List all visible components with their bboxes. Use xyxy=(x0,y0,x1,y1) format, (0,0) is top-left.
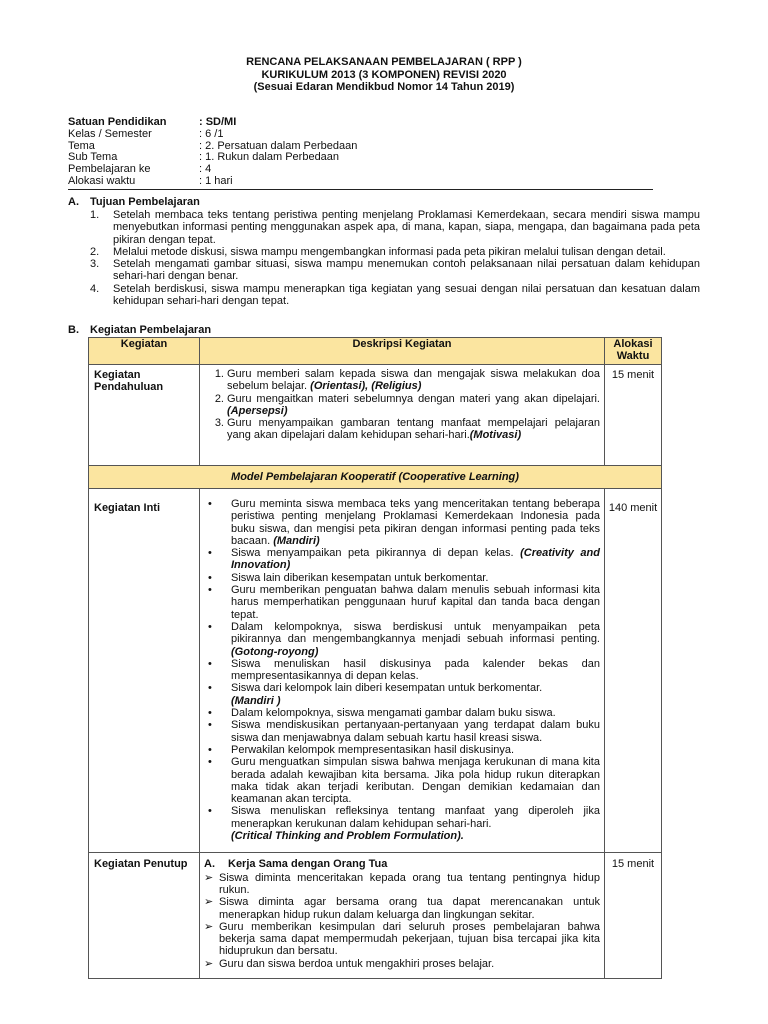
item-text: Siswa menuliskan refleksinya tentang manfaat yang diperoleh jika menerapkan kerukunan dalam kehidupan sehari-hari. xyxy=(231,805,600,830)
table-row-pendahuluan xyxy=(89,365,662,466)
list-item xyxy=(207,719,600,744)
activity-name: Kegiatan Penutup xyxy=(89,853,200,979)
info-key: Satuan Pendidikan xyxy=(68,116,167,128)
identity-block xyxy=(68,116,628,187)
item-number: 2. xyxy=(214,392,224,405)
section-letter: B. xyxy=(68,324,79,336)
bullet-icon: • xyxy=(208,547,212,560)
info-row xyxy=(68,175,628,187)
list-item xyxy=(207,393,600,418)
item-number: 1. xyxy=(214,368,224,380)
item-tag: (Creativity and Innovation) xyxy=(231,547,600,572)
section-a-heading xyxy=(68,196,200,208)
item-text: Melalui metode diskusi, siswa mampu mengembangkan informasi pada peta pikiran melalui tulisan dengan detail. xyxy=(113,245,666,258)
item-number: 2. xyxy=(90,245,100,258)
title-line-2: KURIKULUM 2013 (3 KOMPONEN) REVISI 2020 xyxy=(261,68,507,81)
table-row-penutup xyxy=(89,853,662,979)
item-text: Guru dan siswa berdoa untuk mengakhiri proses belajar. xyxy=(219,957,495,970)
arrow-bullet-icon: ➢ xyxy=(204,896,214,909)
item-text: Guru memberi salam kepada siswa dan mengajak siswa melakukan doa sebelum belajar. xyxy=(227,368,600,393)
model-label: Model Pembelajaran Kooperatif (Cooperative Learning) xyxy=(89,466,662,489)
item-text: Dalam kelompoknya, siswa mengamati gambar dalam buku siswa. xyxy=(231,707,556,720)
item-tag: (Mandiri) xyxy=(273,534,320,547)
info-value: : 1 hari xyxy=(199,174,233,187)
info-value: : 4 xyxy=(199,163,212,176)
item-tag: (Critical Thinking and Problem Formulation). xyxy=(231,830,464,843)
item-text: Setelah berdiskusi, siswa mampu menerapkan tiga kegiatan yang sesuai dengan nilai persatuan dan kesatuan dalam kehidupan sehari-hari dengan tepat. xyxy=(113,282,700,308)
activity-time: 15 menit xyxy=(605,853,662,979)
list-item xyxy=(90,258,700,283)
activity-description xyxy=(200,489,605,853)
header-deskripsi: Deskripsi Kegiatan xyxy=(200,338,605,365)
list-item xyxy=(207,368,600,393)
divider-line xyxy=(68,189,653,190)
bullet-icon: • xyxy=(208,805,212,818)
item-tag: (Apersepsi) xyxy=(227,404,288,417)
bullet-icon: • xyxy=(208,571,212,584)
list-item xyxy=(204,896,600,921)
subsection-letter: A. xyxy=(204,858,215,871)
bullet-icon: • xyxy=(208,657,212,670)
item-text: Guru meminta siswa membaca teks yang menceritakan tentang beberapa peristiwa penting menjelang Proklamasi Kemerdekaan Indonesia pada buku siswa, dan mengisi peta pikiran dengan informasi penting pada teks bacaan. xyxy=(231,498,600,547)
subsection-title: Kerja Sama dengan Orang Tua xyxy=(228,858,388,871)
list-item xyxy=(207,498,600,547)
list-item xyxy=(207,658,600,683)
info-row xyxy=(68,151,628,163)
item-text: Setelah mengamati gambar situasi, siswa mampu menemukan contoh pelaksanaan nilai persatuan dalam kehidupan sehari-hari dengan benar. xyxy=(113,258,700,283)
item-text: Siswa menuliskan hasil diskusinya pada kalender bekas dan mempresentasikannya di depan kelas. xyxy=(231,657,600,683)
kegiatan-table xyxy=(88,337,662,979)
item-text: Setelah membaca teks tentang peristiwa penting menjelang Proklamasi Kemerdekaan, secara mendiri siswa mampu menyebutkan informasi penting menggunakan aspek apa, di mana, kapan, siapa, mengapa, dan bagaimana pada peta pikiran dengan tepat. xyxy=(113,209,700,246)
item-number: 1. xyxy=(90,209,100,221)
item-tag: (Mandiri ) xyxy=(231,694,281,707)
item-tag: (Orientasi), (Religius) xyxy=(310,380,422,393)
info-value: : 6 /1 xyxy=(199,127,224,140)
list-item xyxy=(90,283,700,308)
info-row xyxy=(68,163,628,175)
item-text: Siswa dari kelompok lain diberi kesempatan untuk berkomentar. xyxy=(231,682,543,695)
tujuan-list xyxy=(90,209,700,307)
item-number: 4. xyxy=(90,282,100,295)
title-line-3: (Sesuai Edaran Mendikbud Nomor 14 Tahun 2019) xyxy=(253,81,515,93)
arrow-bullet-icon: ➢ xyxy=(204,957,214,970)
item-number: 3. xyxy=(90,258,100,271)
list-item xyxy=(204,872,600,897)
item-text: Siswa lain diberikan kesempatan untuk berkomentar. xyxy=(231,571,489,584)
list-item xyxy=(207,707,600,719)
item-text: Guru menyampaikan gambaran tentang manfaat mempelajari pelajaran yang akan dipelajari dalam kehidupan sehari-hari. xyxy=(227,417,600,442)
list-item xyxy=(207,756,600,805)
title-line-1: RENCANA PELAKSANAAN PEMBELAJARAN ( RPP ) xyxy=(246,56,522,68)
info-row xyxy=(68,116,628,128)
section-letter: A. xyxy=(68,196,79,208)
activity-time: 15 menit xyxy=(605,365,662,466)
info-row xyxy=(68,128,628,140)
list-item xyxy=(207,805,600,842)
info-row xyxy=(68,140,628,152)
list-item xyxy=(204,958,600,970)
info-key: Sub Tema xyxy=(68,151,118,164)
bullet-icon: • xyxy=(208,756,212,769)
item-text: Siswa mendiskusikan pertanyaan-pertanyaan yang terdapat dalam buku siswa dan menjawabnya dalam sebuah kartu hasil kreasi siswa. xyxy=(231,719,600,744)
item-text: Siswa diminta agar bersama orang tua dapat merencanakan untuk menerapkan hidup rukun dalam keluarga dan lingkungan sekitar. xyxy=(219,896,600,921)
arrow-bullet-icon: ➢ xyxy=(204,920,214,933)
bullet-icon: • xyxy=(208,498,212,510)
bullet-icon: • xyxy=(208,719,212,732)
subsection-heading xyxy=(204,858,600,870)
section-title: Tujuan Pembelajaran xyxy=(90,196,200,208)
list-item xyxy=(207,417,600,442)
list-item xyxy=(207,584,600,621)
item-text: Siswa menyampaikan peta pikirannya di depan kelas. xyxy=(231,547,514,560)
info-value: : SD/MI xyxy=(199,116,237,128)
model-row xyxy=(89,466,662,489)
activity-description xyxy=(200,853,605,979)
bullet-icon: • xyxy=(208,743,212,756)
list-item xyxy=(90,209,700,246)
bullet-icon: • xyxy=(208,707,212,720)
table-row-inti xyxy=(89,489,662,853)
list-item xyxy=(90,246,700,258)
section-b-heading xyxy=(68,324,211,336)
info-value: : 1. Rukun dalam Perbedaan xyxy=(199,151,340,164)
list-item xyxy=(207,621,600,658)
bullet-icon: • xyxy=(208,620,212,633)
item-text: Dalam kelompoknya, siswa berdiskusi untuk menyampaikan peta pikirannya dan mengembangkannya menjadi sebuah informasi penting. xyxy=(231,620,600,646)
list-item xyxy=(207,547,600,572)
bullet-icon: • xyxy=(208,584,212,597)
activity-name: Kegiatan Pendahuluan xyxy=(89,365,200,466)
section-title: Kegiatan Pembelajaran xyxy=(90,324,212,336)
item-tag: (Gotong-royong) xyxy=(231,645,319,658)
info-key: Kelas / Semester xyxy=(68,127,152,140)
item-text: Guru mengaitkan materi sebelumnya dengan materi yang akan dipelajari. xyxy=(227,392,600,405)
activity-name: Kegiatan Inti xyxy=(89,489,200,853)
item-text: Siswa diminta menceritakan kepada orang tua tentang pentingnya hidup rukun. xyxy=(219,871,600,896)
list-item xyxy=(207,682,600,707)
list-item xyxy=(204,921,600,958)
item-number: 3. xyxy=(214,417,224,430)
list-item xyxy=(207,744,600,756)
info-value: : 2. Persatuan dalam Perbedaan xyxy=(199,139,358,152)
item-text: Guru memberikan penguatan bahwa dalam menulis sebuah informasi kita harus memperhatikan penggunaan huruf kapital dan tanda baca dengan tepat. xyxy=(231,584,600,621)
item-tag: (Motivasi) xyxy=(469,429,522,442)
header-alokasi: Alokasi Waktu xyxy=(605,338,662,365)
item-text: Guru menguatkan simpulan siswa bahwa menjaga kerukunan di mana kita berada adalah kewajiban kita bersama. Jika pola hidup rukun diterapkan maka tidak akan terjadi keributan. Dengan demikian kedamaian dan keamanan akan tercipta. xyxy=(231,756,600,806)
info-key: Alokasi waktu xyxy=(68,174,136,187)
item-text: Guru memberikan kesimpulan dari seluruh proses pembelajaran bahwa bekerja sama dapat mempermudah pekerjaan, tujuan bisa tercapai jika kita hiduprukun dan bersatu. xyxy=(219,920,600,958)
info-key: Pembelajaran ke xyxy=(68,163,151,176)
table-header-row xyxy=(89,338,662,365)
activity-description xyxy=(200,365,605,466)
activity-time: 140 menit xyxy=(605,489,662,853)
info-key: Tema xyxy=(68,139,95,152)
bullet-icon: • xyxy=(208,682,212,695)
header-kegiatan: Kegiatan xyxy=(89,338,200,365)
item-text: Perwakilan kelompok mempresentasikan hasil diskusinya. xyxy=(231,743,515,756)
document-title xyxy=(0,56,768,94)
list-item xyxy=(207,572,600,584)
arrow-bullet-icon: ➢ xyxy=(204,871,214,884)
